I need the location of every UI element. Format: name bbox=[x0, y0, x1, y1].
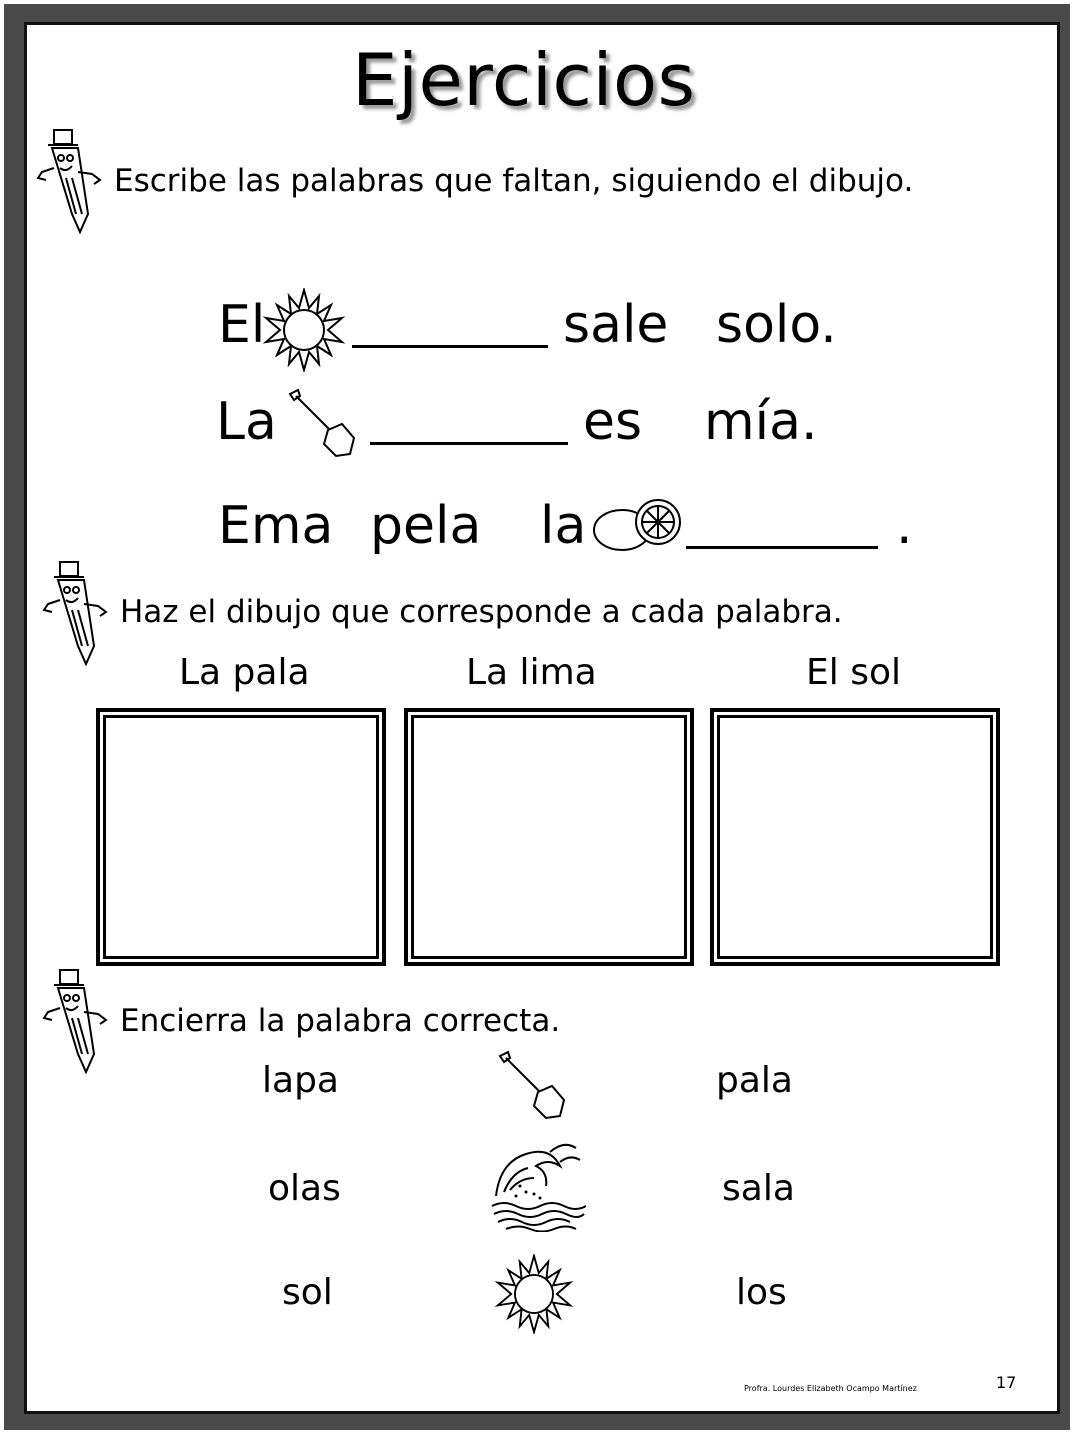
drawing-box-sol[interactable] bbox=[710, 708, 1000, 966]
word-option[interactable]: olas bbox=[268, 1168, 341, 1209]
word-option[interactable]: los bbox=[736, 1272, 787, 1313]
wave-icon bbox=[490, 1132, 586, 1232]
sun-icon bbox=[494, 1254, 574, 1334]
pencil-icon bbox=[42, 560, 112, 670]
answer-blank-2[interactable] bbox=[370, 442, 568, 445]
sentence2-word: mía. bbox=[704, 392, 818, 452]
sentence3-word: la bbox=[540, 496, 587, 556]
footer-author: Profra. Lourdes Elizabeth Ocampo Martínez bbox=[744, 1384, 917, 1393]
word-option[interactable]: pala bbox=[716, 1060, 793, 1101]
pencil-icon bbox=[36, 128, 106, 238]
draw-label-sol: El sol bbox=[806, 652, 901, 693]
word-option[interactable]: sala bbox=[722, 1168, 795, 1209]
sentence1-word: solo. bbox=[716, 295, 837, 355]
word-option[interactable]: lapa bbox=[262, 1060, 339, 1101]
answer-blank-3[interactable] bbox=[686, 546, 878, 549]
sentence3-word: Ema bbox=[218, 496, 334, 556]
pencil-icon bbox=[42, 968, 112, 1078]
page-title: Ejercicios bbox=[352, 38, 696, 122]
sentence1-word: El bbox=[218, 295, 266, 355]
page-number: 17 bbox=[996, 1373, 1017, 1392]
drawing-box-pala[interactable] bbox=[96, 708, 386, 966]
sun-icon bbox=[262, 288, 346, 372]
draw-label-lima: La lima bbox=[466, 652, 597, 693]
sentence3-word: pela bbox=[370, 496, 482, 556]
word-option[interactable]: sol bbox=[282, 1272, 333, 1313]
sentence3-period: . bbox=[896, 496, 913, 556]
instruction-3: Encierra la palabra correcta. bbox=[120, 1003, 561, 1039]
answer-blank-1[interactable] bbox=[352, 345, 548, 348]
lemon-icon bbox=[592, 498, 688, 556]
shovel-icon bbox=[496, 1048, 568, 1124]
drawing-box-lima[interactable] bbox=[404, 708, 694, 966]
shovel-icon bbox=[286, 388, 358, 460]
sentence2-word: La bbox=[216, 392, 277, 452]
sentence1-word: sale bbox=[563, 295, 669, 355]
instruction-2: Haz el dibujo que corresponde a cada palabra. bbox=[120, 594, 843, 630]
draw-label-pala: La pala bbox=[179, 652, 310, 693]
instruction-1: Escribe las palabras que faltan, siguiendo el dibujo. bbox=[114, 163, 914, 199]
sentence2-word: es bbox=[583, 392, 643, 452]
